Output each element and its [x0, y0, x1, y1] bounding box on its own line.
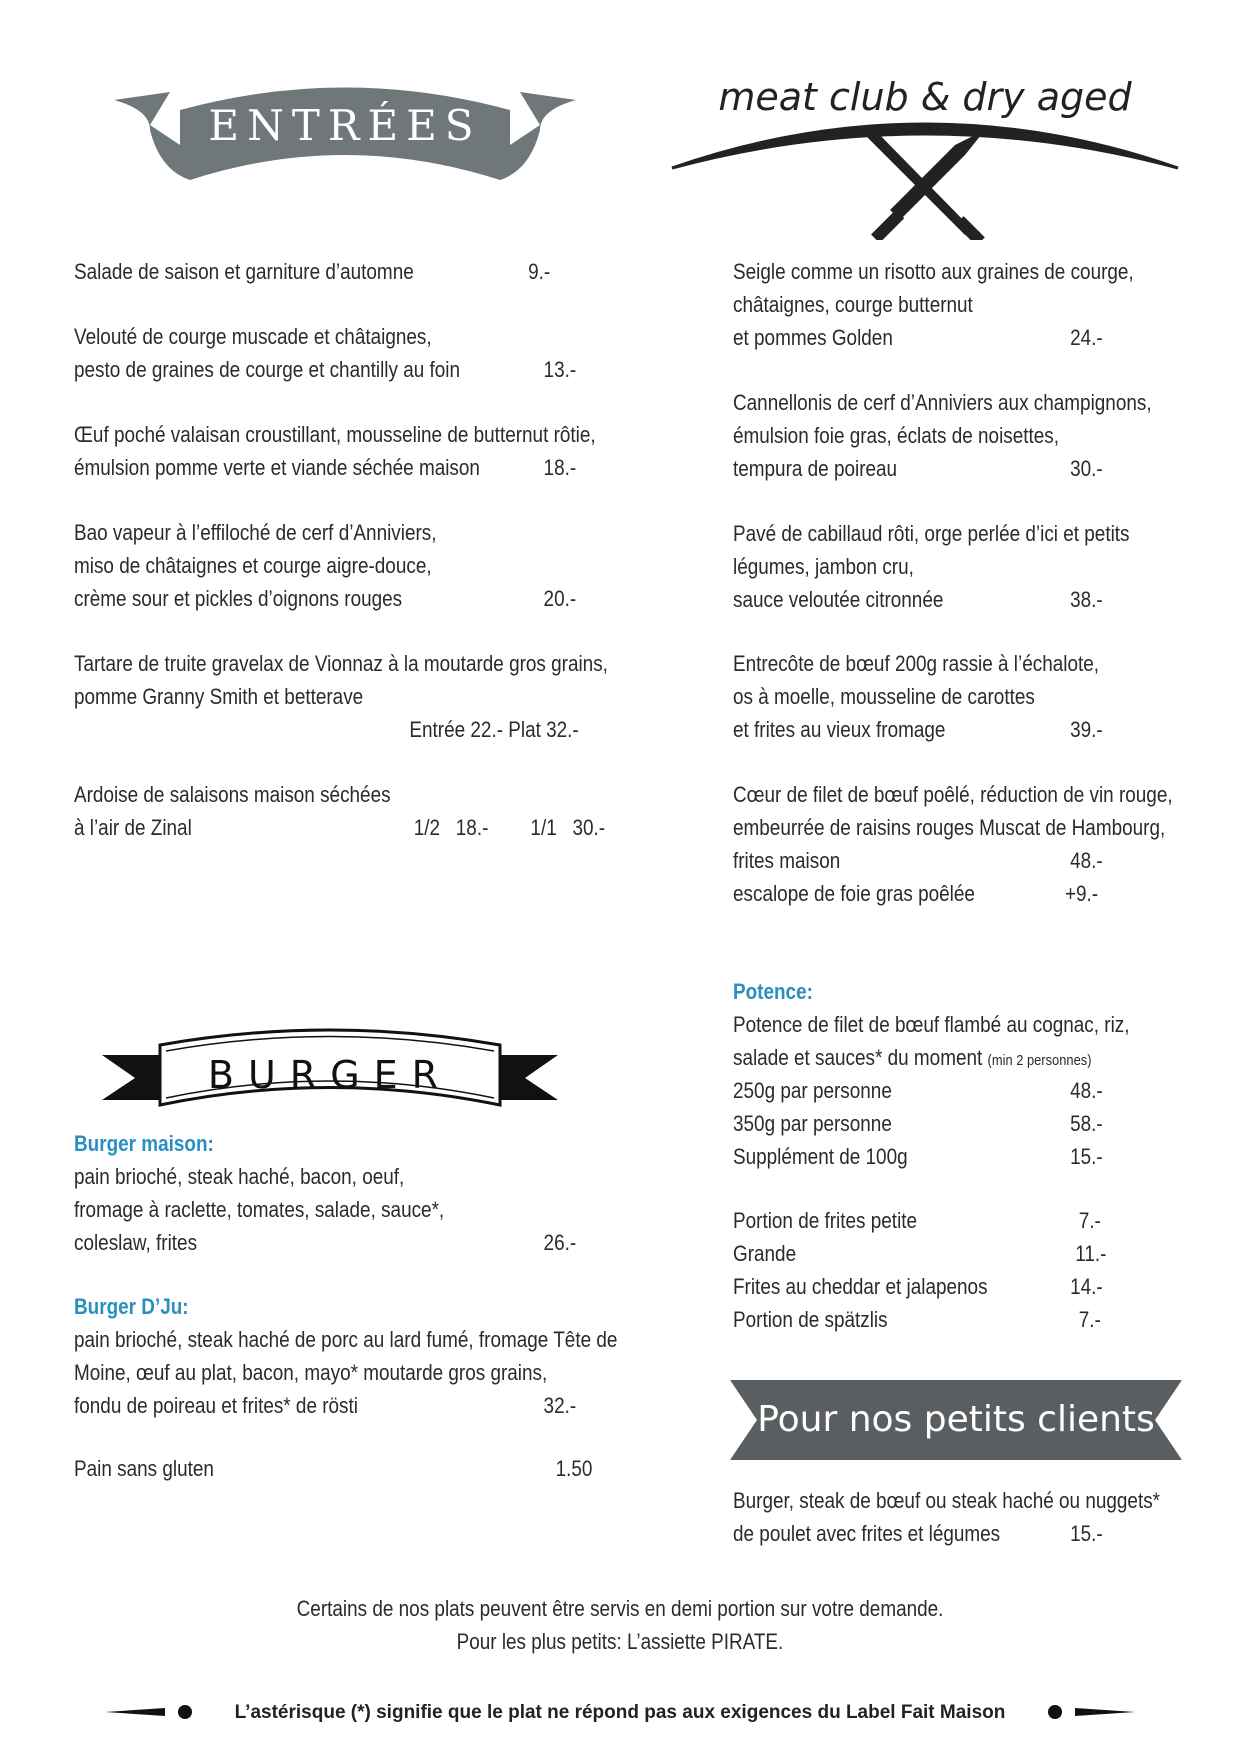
potence-row: [733, 1140, 1215, 1173]
item-price: 9.-: [528, 259, 551, 284]
side-row: [733, 1204, 1215, 1237]
potence-row-label: Supplément de 100g: [733, 1144, 908, 1169]
item-price: 15.-: [1070, 1521, 1103, 1546]
item-line: escalope de foie gras poêlée: [733, 881, 975, 906]
item-line: Salade de saison et garniture d’automne: [74, 259, 414, 284]
meat-item-5: [733, 778, 1215, 910]
entree-item-1: [74, 255, 616, 288]
item-line: pain brioché, steak haché de porc au lard fumé, fromage Tête de: [74, 1327, 618, 1352]
side-label: Portion de frites petite: [733, 1208, 918, 1233]
potence-row-label: 350g par personne: [733, 1111, 892, 1136]
item-price: Entrée 22.- Plat 32.-: [409, 717, 579, 742]
meat-club-banner: [670, 40, 1180, 240]
footer-note-2-text: Pour les plus petits: L’assiette PIRATE.: [456, 1629, 784, 1654]
item-line: pesto de graines de courge et chantilly au foin: [74, 357, 461, 382]
item-line: tempura de poireau: [733, 456, 898, 481]
item-line: frites maison: [733, 848, 841, 873]
item-line: coleslaw, frites: [74, 1230, 198, 1255]
item-line: pain brioché, steak haché, bacon, oeuf,: [74, 1164, 405, 1189]
meat-item-4: [733, 647, 1215, 746]
potence-section: [733, 975, 1215, 1173]
item-line: Bao vapeur à l’effiloché de cerf d’Anniviers,: [74, 520, 437, 545]
item-line: sauce veloutée citronnée: [733, 587, 944, 612]
item-line: Œuf poché valaisan croustillant, mousseline de butternut rôtie,: [74, 422, 596, 447]
item-line: à l’air de Zinal: [74, 815, 192, 840]
burger-dju: [74, 1290, 642, 1422]
burger-maison: [74, 1127, 642, 1259]
item-line: Burger, steak de bœuf ou steak haché ou nuggets*: [733, 1488, 1161, 1513]
legal-right-ornament: [1045, 1703, 1135, 1721]
item-line: fondu de poireau et frites* de rösti: [74, 1393, 358, 1418]
entree-item-5: [74, 647, 642, 742]
item-price: 18.-: [543, 455, 577, 480]
item-line: Cœur de filet de bœuf poêlé, réduction de vin rouge,: [733, 782, 1173, 807]
meat-club-title: meat club & dry aged: [718, 75, 1132, 119]
side-row: [733, 1270, 1215, 1303]
potence-row-price: 48.-: [1070, 1078, 1103, 1103]
potence-row-price: 58.-: [1070, 1111, 1103, 1136]
item-line: châtaignes, courge butternut: [733, 292, 973, 317]
side-label: Grande: [733, 1241, 797, 1266]
item-line: Seigle comme un risotto aux graines de courge,: [733, 259, 1134, 284]
item-price: 26.-: [543, 1230, 577, 1255]
item-price: 39.-: [1070, 717, 1103, 742]
potence-row-price: 15.-: [1070, 1144, 1103, 1169]
side-price: 14.-: [1070, 1274, 1103, 1299]
burger-maison-heading: Burger maison:: [74, 1131, 214, 1156]
side-label: Frites au cheddar et jalapenos: [733, 1274, 988, 1299]
entree-item-2: [74, 320, 616, 386]
footer-note-1-text: Certains de nos plats peuvent être servis en demi portion sur votre demande.: [296, 1596, 944, 1621]
item-line: Tartare de truite gravelax de Vionnaz à la moutarde gros grains,: [74, 651, 608, 676]
item-line: embeurrée de raisins rouges Muscat de Hambourg,: [733, 815, 1166, 840]
potence-line-2: [733, 1041, 1215, 1074]
item-price: 20.-: [543, 586, 577, 611]
burger-title: BURGER: [207, 1053, 453, 1097]
item-price: 30.-: [1070, 456, 1103, 481]
potence-row: [733, 1107, 1215, 1140]
potence-line-1: Potence de filet de bœuf flambé au cognac, riz,: [733, 1012, 1130, 1037]
footer-note-2: [0, 1625, 1240, 1658]
item-line: Entrecôte de bœuf 200g rassie à l’échalote,: [733, 651, 1100, 676]
item-line: Pain sans gluten: [74, 1456, 214, 1481]
item-price: 1/2 18.- 1/1 30.-: [413, 815, 606, 840]
item-line: Pavé de cabillaud rôti, orge perlée d’ici et petits: [733, 521, 1130, 546]
crossed-knives-icon: [865, 128, 985, 240]
burger-banner: [100, 1020, 560, 1120]
item-price: 32.-: [543, 1393, 577, 1418]
item-line: de poulet avec frites et légumes: [733, 1521, 1001, 1546]
item-price: 13.-: [543, 357, 577, 382]
item-line: Cannellonis de cerf d’Anniviers aux champignons,: [733, 390, 1152, 415]
item-line: fromage à raclette, tomates, salade, sauce*,: [74, 1197, 445, 1222]
item-line: Moine, œuf au plat, bacon, mayo* moutarde gros grains,: [74, 1360, 548, 1385]
label-fait-maison-note: L’astérisque (*) signifie que le plat ne répond pas aux exigences du Label Fait Maison: [234, 1702, 1006, 1723]
item-line: miso de châtaignes et courge aigre-douce,: [74, 553, 432, 578]
entree-item-4: [74, 516, 616, 615]
entree-item-3: [74, 418, 616, 484]
kids-banner: [730, 1380, 1182, 1460]
item-line: légumes, jambon cru,: [733, 554, 914, 579]
item-line: et frites au vieux fromage: [733, 717, 946, 742]
side-row: [733, 1303, 1215, 1336]
item-line: Velouté de courge muscade et châtaignes,: [74, 324, 432, 349]
side-label: Portion de spätzlis: [733, 1307, 888, 1332]
burger-dju-heading: Burger D’Ju:: [74, 1294, 189, 1319]
entrees-title: ENTRÉES: [208, 101, 482, 150]
potence-row-label: 250g par personne: [733, 1078, 892, 1103]
side-price: 7.-: [1078, 1307, 1101, 1332]
item-price: 38.-: [1070, 587, 1103, 612]
potence-heading: Potence:: [733, 979, 813, 1004]
side-row: [733, 1237, 1215, 1270]
sides-section: [733, 1204, 1215, 1336]
item-line: Ardoise de salaisons maison séchées: [74, 782, 391, 807]
entrees-banner: [110, 70, 580, 190]
meat-item-1: [733, 255, 1215, 354]
gluten-free-bread: [74, 1452, 642, 1485]
item-line: émulsion foie gras, éclats de noisettes,: [733, 423, 1060, 448]
side-price: 7.-: [1078, 1208, 1101, 1233]
meat-item-3: [733, 517, 1215, 616]
entree-item-6: [74, 778, 642, 844]
potence-line-2-text: salade et sauces* du moment: [733, 1045, 983, 1070]
kids-title: Pour nos petits clients: [757, 1399, 1155, 1440]
item-line: os à moelle, mousseline de carottes: [733, 684, 1035, 709]
side-price: 11.-: [1075, 1241, 1107, 1266]
kids-item: [733, 1484, 1215, 1550]
item-price: 48.-: [1070, 848, 1103, 873]
meat-item-2: [733, 386, 1215, 485]
item-line: et pommes Golden: [733, 325, 893, 350]
potence-row: [733, 1074, 1215, 1107]
item-price: 24.-: [1070, 325, 1103, 350]
potence-min-note: (min 2 personnes): [987, 1052, 1092, 1069]
item-line: pomme Granny Smith et betterave: [74, 684, 364, 709]
footer-note-1: [0, 1592, 1240, 1625]
item-price: 1.50: [555, 1456, 593, 1481]
item-line: émulsion pomme verte et viande séchée maison: [74, 455, 480, 480]
item-price: +9.-: [1064, 881, 1099, 906]
item-line: crème sour et pickles d’oignons rouges: [74, 586, 403, 611]
